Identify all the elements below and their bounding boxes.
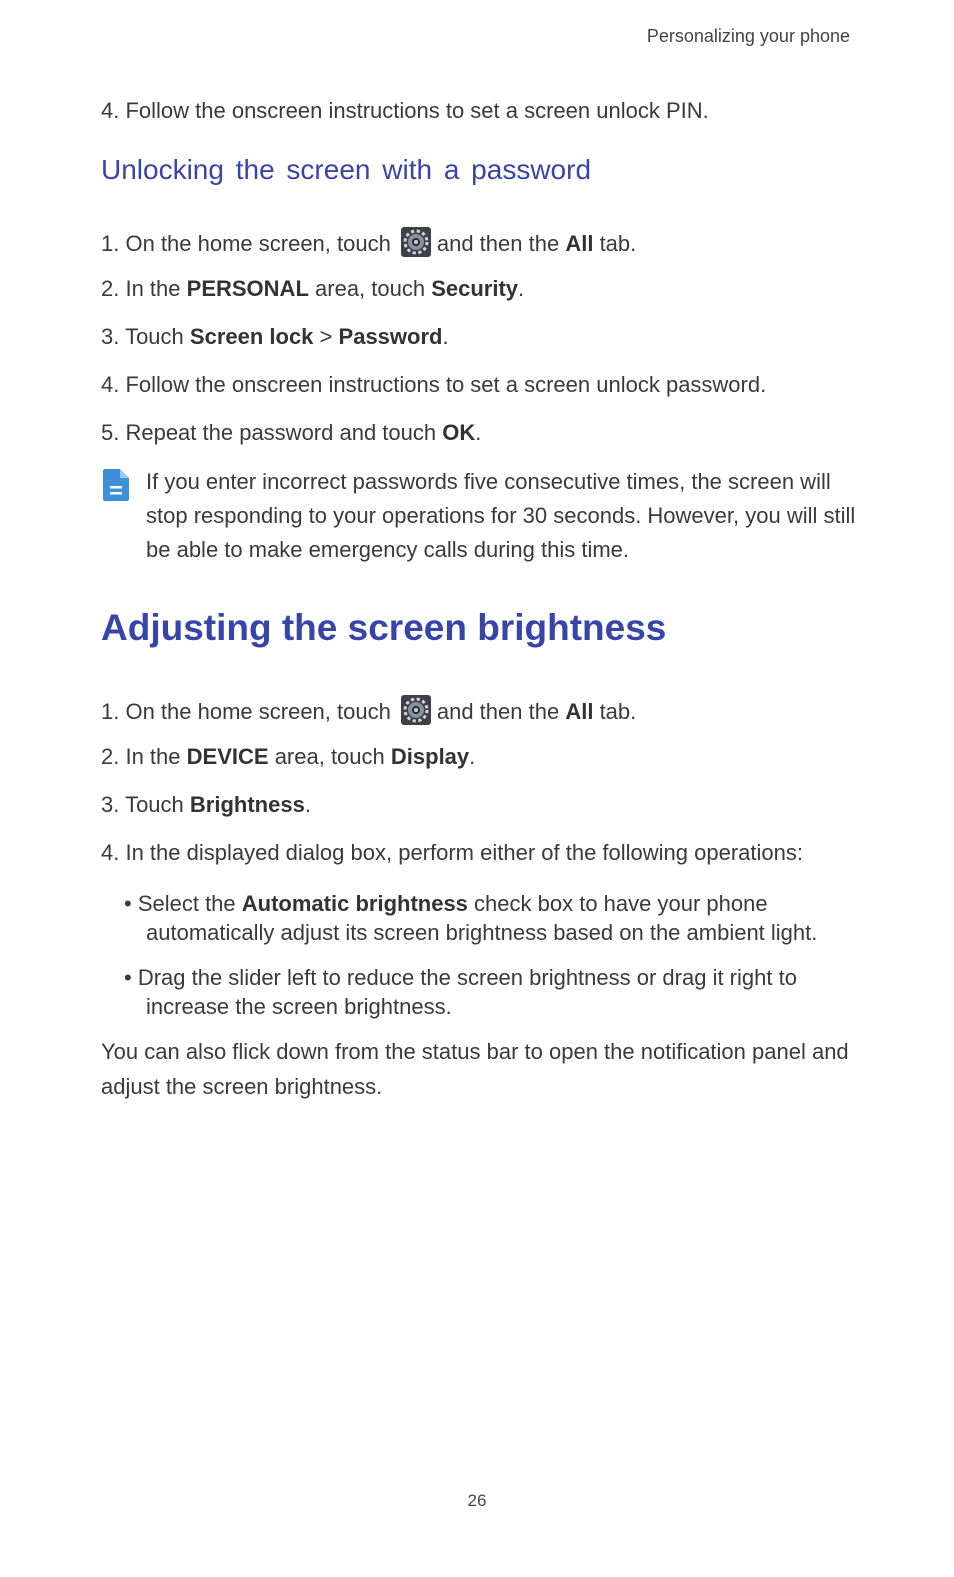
note-text: If you enter incorrect passwords five consecutive times, the screen will stop responding to your operations for 30 seconds. However, you will still be able to make emergency calls during this time. [146,469,856,562]
intro-step-4: 4. Follow the onscreen instructions to set a screen unlock PIN. [101,98,709,123]
settings-gear-icon [401,695,431,725]
brightness-step-3: 3. Touch Brightness. [101,792,311,817]
bullet-continuation: increase the screen brightness. [146,994,452,1019]
bullet-drag-slider: • Drag the slider left to reduce the screen brightness or drag it right to increase the screen brightness. [124,963,844,1021]
closing-paragraph: You can also flick down from the status bar to open the notification panel and adjust the screen brightness. [101,1039,849,1099]
bullet-continuation: automatically adjust its screen brightness based on the ambient light. [146,920,818,945]
bullet-automatic-brightness: • Select the Automatic brightness check box to have your phone automatically adjust its screen brightness based on the ambient light. [124,889,844,947]
brightness-step-4: 4. In the displayed dialog box, perform either of the following operations: [101,840,803,865]
note-document-icon [101,468,131,502]
page-number: 26 [467,1491,487,1510]
brightness-step-2: 2. In the DEVICE area, touch Display. [101,744,476,769]
password-step-4: 4. Follow the onscreen instructions to set a screen unlock password. [101,372,767,397]
password-step-5: 5. Repeat the password and touch OK. [101,420,482,445]
password-step-2: 2. In the PERSONAL area, touch Security. [101,276,525,301]
password-section-title: Unlocking the screen with a password [101,154,592,185]
password-step-3: 3. Touch Screen lock > Password. [101,324,449,349]
brightness-section-title: Adjusting the screen brightness [101,607,667,648]
password-step-1: 1. On the home screen, touch and then the All tab. [101,227,636,258]
settings-gear-icon [401,227,431,257]
running-header: Personalizing your phone [646,26,850,46]
brightness-step-1: 1. On the home screen, touch and then the All tab. [101,695,636,726]
